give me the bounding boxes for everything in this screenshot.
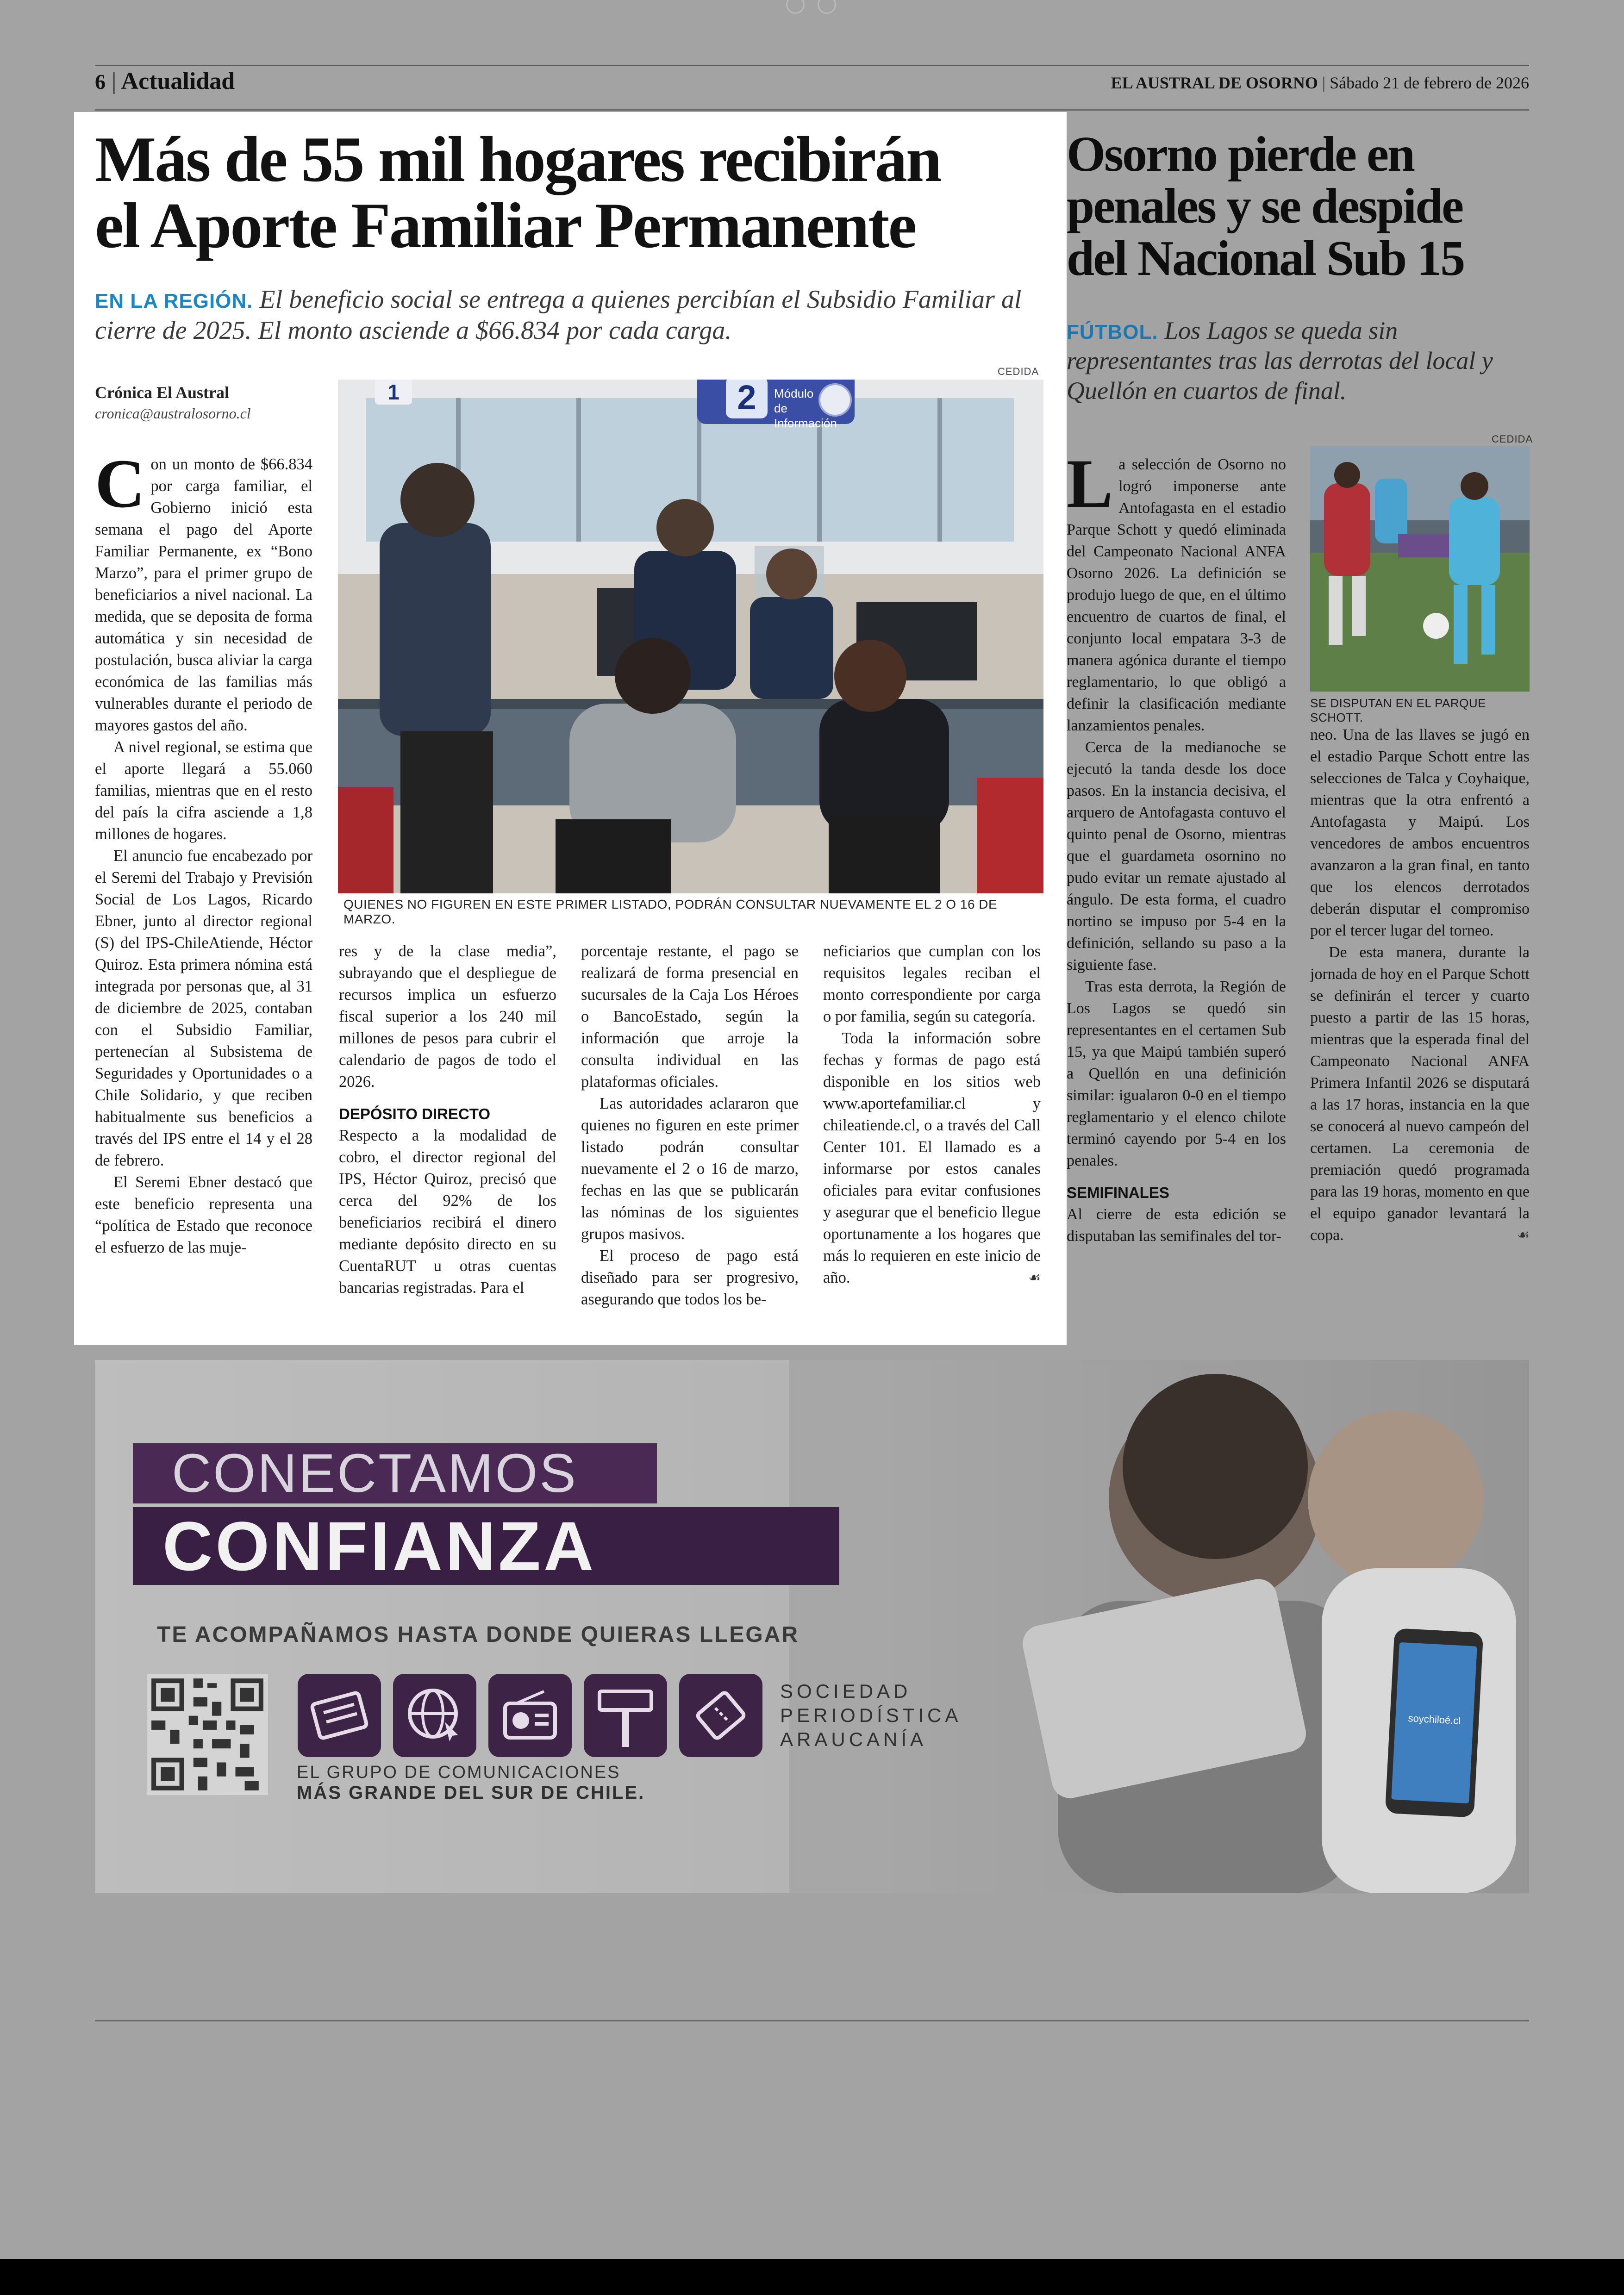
side-photo-credit: CEDIDA xyxy=(1492,433,1533,445)
side-headline-line1: Osorno pierde en xyxy=(1067,127,1414,182)
photo-caption: QUIENES NO FIGUREN EN ESTE PRIMER LISTADO, PODRÁN CONSULTAR NUEVAMENTE EL 2 O 16 DE MARZO. xyxy=(344,897,998,926)
main-col1-p3: El anuncio fue encabezado por el Seremi del Trabajo y Previsión Social de Los Lagos, Ricardo Ebner, junto al director regional (S) del IPS-ChileAtiende, Héctor Quiroz. Esta primera nómina está integrada por personas que, al 31 de diciembre de 2025, contaban con el Subsidio Familiar, pertenecían al Subsistema de Seguridades y Oportunidades o a Chile Solidario, y que reciben habitualmente sus beneficios a través del IPS entre el 14 y el 28 de febrero. xyxy=(95,847,312,1169)
main-col3-p2: Las autoridades aclararon que quienes no figuren en este primer listado podrán consultar nuevamente el 2 o 16 de marzo, fechas en las que se publicarán las nóminas de los siguientes grupos masivos. xyxy=(581,1095,799,1243)
byline-name: Crónica El Austral xyxy=(95,383,230,402)
ad-line2: CONFIANZA xyxy=(162,1507,597,1585)
main-col1-p2: A nivel regional, se estima que el aporte llegará a 55.060 familias, mientras que en el resto del país la cifra asciende a 1,8 millones de hogares. xyxy=(95,738,312,843)
ad-brand-line1: SOCIEDAD xyxy=(780,1680,912,1702)
section-name: Actualidad xyxy=(121,68,235,94)
faint-top-marks xyxy=(782,0,843,14)
end-mark-icon: ☙ xyxy=(1028,1270,1041,1286)
header-rule-top xyxy=(95,65,1529,66)
ad-icon-row xyxy=(298,1674,770,1757)
drop-cap: C xyxy=(95,445,145,522)
side-col2-p1: neo. Una de las llaves se jugó en el estadio Parque Schott entre las selecciones de Talca y Coyhaique, mientras que la otra enfrentó a Antofagasta y Maipú. Los vencedores de ambos encuentros avanzaron a la gran final, en tanto que los elencos derrotados deberán disputar el compromiso por el tercer lugar del torneo. xyxy=(1310,726,1530,939)
photo-sign-1: 1 xyxy=(375,380,412,405)
bottom-bar xyxy=(0,2259,1624,2295)
header-rule-bottom xyxy=(95,109,1529,111)
ad-headline-box-1 xyxy=(133,1443,657,1503)
side-dek-text: Los Lagos se queda sin representantes tras las derrotas del local y Quellón en cuartos de final. xyxy=(1067,317,1493,405)
main-col-1 xyxy=(95,445,312,1259)
side-end-mark-icon: ☙ xyxy=(1517,1227,1530,1243)
side-col1-p1 xyxy=(1067,445,1286,736)
side-subhead: SEMIFINALES xyxy=(1067,1184,1169,1201)
main-subhead: DEPÓSITO DIRECTO xyxy=(339,1105,491,1123)
qr-code-icon xyxy=(147,1674,268,1795)
main-col1-p1-text: on un monto de $66.834 por carga familiar, el Gobierno inició esta semana el pago del Aporte Familiar Permanente, ex “Bono Marzo”, para el primer grupo de beneficiarios a nivel nacional. La medida, que se deposita de forma automática y sin necesidad de postulación, busca aliviar la carga económica de las familias más vulnerables durante el periodo de mayores gastos del año. xyxy=(95,455,312,734)
ips-logo-icon xyxy=(818,383,852,417)
main-col3-p3: El proceso de pago está diseñado para ser progresivo, asegurando que todos los be- xyxy=(581,1247,799,1308)
ad-group-line2: MÁS GRANDE DEL SUR DE CHILE. xyxy=(297,1783,645,1803)
ad-brand-line2: PERIODÍSTICA xyxy=(780,1704,962,1726)
issue-date: Sábado 21 de febrero de 2026 xyxy=(1330,74,1529,92)
main-col1-p1 xyxy=(95,445,312,736)
football-scene-illustration xyxy=(1310,446,1530,692)
main-dek-text: El beneficio social se entrega a quienes percibían el Subsidio Familiar al cierre de 2025. El monto asciende a $66.834 por cada carga. xyxy=(95,285,1022,345)
main-col4-p2-text: Toda la información sobre fechas y formas de pago está disponible en los sitios web www.aportefamiliar.cl y chileatiende.cl, o a través del Call Center 101. El llamado es a informarse por estos canales oficiales para evitar confusiones y asegurar que el beneficio llegue oportunamente a los hogares que más lo requieren en este inicio de año. xyxy=(823,1029,1041,1286)
globe-icon xyxy=(393,1674,476,1757)
phone-site-label: soychiloé.cl xyxy=(1407,1712,1461,1727)
side-col1-p3: Tras esta derrota, la Región de Los Lagos se quedó sin representantes en el certamen Sub 15, ya que Maipú también superó a Quellón en una definición similar: igualaron 0-0 en el tiempo reglamentario y el elenco chilote terminó cayendo por 5-4 en los penales. xyxy=(1067,978,1286,1169)
side-col-1 xyxy=(1067,445,1286,1247)
side-headline-line2: penales y se despide xyxy=(1067,179,1463,234)
side-col1-p1-text: a selección de Osorno no logró imponerse ante Antofagasta en el estadio Parque Schott y quedó eliminada del Campeonato Nacional ANFA Osorno 2026. La definición se produjo luego de que, en el último encuentro de cuartos de final, el conjunto local empatara 3-3 de manera agónica durante el tiempo reglamentario, lo que obligó a definir la clasificación mediante lanzamientos penales. xyxy=(1067,456,1286,734)
main-col2-p1: res y de la clase media”, subrayando que el despliegue de recursos implica un esfuerzo fiscal superior a los 240 mil millones de pesos para cubrir el calendario de pagos de todo el 2026. xyxy=(339,942,556,1091)
side-col1-p4: Al cierre de esta edición se disputaban las semifinales del tor- xyxy=(1067,1206,1286,1245)
ticket-icon xyxy=(679,1674,762,1757)
main-col-4 xyxy=(823,941,1041,1289)
module-number: 2 xyxy=(726,380,768,418)
main-col4-p1: neficiarios que cumplan con los requisitos legales reciban el monto correspondiente por carga o por familia, según su categoría. xyxy=(823,942,1041,1025)
photo-credit: CEDIDA xyxy=(998,366,1039,377)
main-col-3 xyxy=(581,941,799,1310)
side-article xyxy=(1067,112,1533,1345)
side-col1-p2: Cerca de la medianoche se ejecutó la tanda desde los doce pasos. En la instancia decisiva, el arquero de Antofagasta contuvo el quinto penal de Osorno, mientras que el guardameta osornino no pudo evitar un remate ajustado al ángulo. De esta forma, el cuadro nortino se impuso por 5-4 en la definición, sellando su paso a la siguiente fase. xyxy=(1067,739,1286,973)
masthead-info: EL AUSTRAL DE OSORNO | Sábado 21 de febrero de 2026 xyxy=(1111,74,1529,92)
main-headline xyxy=(95,124,1058,262)
smartphone xyxy=(1385,1628,1484,1818)
byline xyxy=(95,383,312,422)
side-col2-p2 xyxy=(1310,942,1530,1246)
page-number: 6 xyxy=(95,70,106,94)
ad-tagline: TE ACOMPAÑAMOS HASTA DONDE QUIERAS LLEGAR xyxy=(157,1622,800,1647)
side-photo xyxy=(1310,446,1530,692)
section-label: 6 | Actualidad xyxy=(95,68,235,94)
main-kicker: EN LA REGIÓN. xyxy=(95,290,253,312)
main-col1-p4: El Seremi Ebner destacó que este beneficio representa una “política de Estado que reconoce el esfuerzo de las muje- xyxy=(95,1173,312,1256)
side-col2-p2-text: De esta manera, durante la jornada de hoy en el Parque Schott se definirán el tercer y cuarto puesto a partir de las 15 horas, mientras que la esperada final del Campeonato Nacional ANFA Primera Infantil 2026 se disputará a las 17 horas, instancia en la que se conocerá al nuevo campeón del certamen. La ceremonia de premiación quedó programada para las 19 horas, momento en que el equipo ganador levantará la copa. xyxy=(1310,944,1530,1244)
ad-line1: CONECTAMOS xyxy=(172,1443,578,1504)
newspaper-name: EL AUSTRAL DE OSORNO xyxy=(1111,74,1318,92)
side-dek xyxy=(1067,316,1525,405)
photo-module-sign xyxy=(697,380,855,430)
main-headline-line1: Más de 55 mil hogares recibirán xyxy=(95,124,941,195)
main-headline-line2: el Aporte Familiar Permanente xyxy=(95,189,916,262)
byline-email: cronica@australosorno.cl xyxy=(95,405,251,422)
phone-screen xyxy=(1391,1642,1477,1803)
advertisement xyxy=(95,1360,1529,1893)
ad-brand-line3: ARAUCANÍA xyxy=(780,1728,927,1750)
module-label: Módulo de Información xyxy=(774,387,837,430)
radio-icon xyxy=(488,1674,572,1757)
ad-brand xyxy=(780,1679,962,1752)
sign-icon xyxy=(584,1674,667,1757)
side-drop-cap: L xyxy=(1067,445,1113,522)
main-article xyxy=(74,112,1067,1345)
page-header xyxy=(0,0,1624,111)
main-col-2 xyxy=(339,941,556,1299)
side-col-2 xyxy=(1310,724,1530,1246)
side-kicker: FÚTBOL. xyxy=(1067,321,1158,343)
side-photo-caption: SE DISPUTAN EN EL PARQUE SCHOTT. xyxy=(1310,696,1486,724)
side-headline-line3: del Nacional Sub 15 xyxy=(1067,231,1464,286)
main-col3-p1: porcentaje restante, el pago se realizará de forma presencial en sucursales de la Caja Los Héroes o BancoEstado, según la información que arroje la consulta individual en las plataformas oficiales. xyxy=(581,942,799,1091)
main-dek xyxy=(95,284,1049,346)
office-scene-illustration xyxy=(338,380,1043,893)
main-photo xyxy=(338,380,1043,893)
main-col4-p2 xyxy=(823,1028,1041,1289)
ad-group-line1: EL GRUPO DE COMUNICACIONES xyxy=(297,1763,621,1782)
main-col2-p2: Respecto a la modalidad de cobro, el director regional del IPS, Héctor Quiroz, precisó que cerca del 92% de los beneficiarios recibirá el dinero mediante depósito directo en su CuentaRUT u otras cuentas bancarias registradas. Para el xyxy=(339,1127,556,1297)
footer-rule xyxy=(95,2020,1529,2021)
ad-group-text xyxy=(297,1763,645,1803)
side-headline xyxy=(1067,129,1530,285)
ad-headline-box-2 xyxy=(133,1507,839,1585)
newspaper-icon xyxy=(298,1674,381,1757)
